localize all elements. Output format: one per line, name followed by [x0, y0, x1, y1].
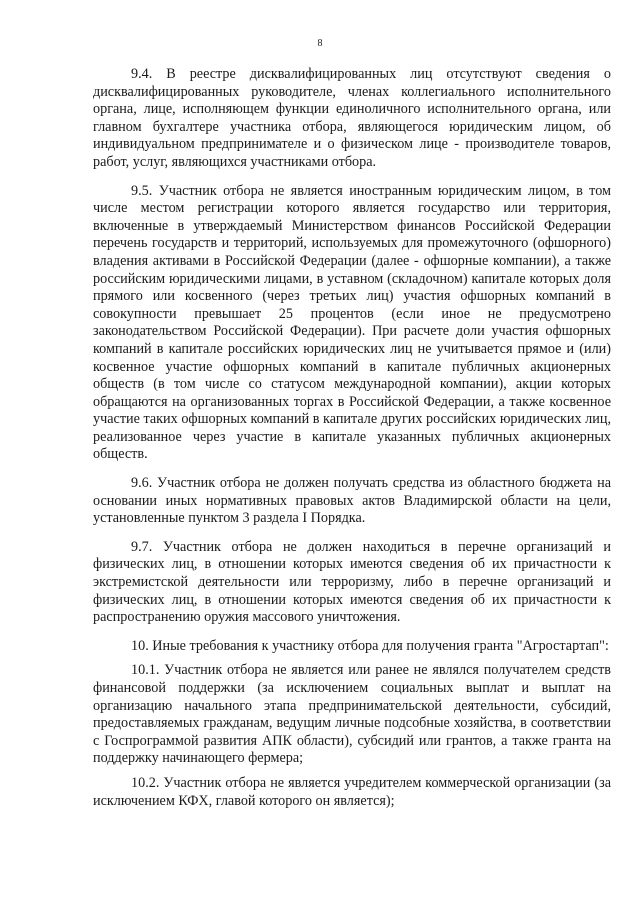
paragraph-10-2: 10.2. Участник отбора не является учредителем коммерческой организации (за исключением КФХ, главой которого он является); [93, 774, 611, 809]
paragraph-9-6: 9.6. Участник отбора не должен получать средства из областного бюджета на основании иных нормативных правовых актов Владимирской области на цели, установленные пунктом 3 раздела I Порядка. [93, 475, 611, 527]
document-body [93, 66, 611, 817]
paragraph-9-5: 9.5. Участник отбора не является иностранным юридическим лицом, в том числе местом регистрации которого является государство или территория, включенные в утверждаемый Министерством финансов Российской Федерации перечень государств и территорий, используемых для промежуточного (офшорного) владения активами в Российской Федерации (далее - офшорные компании), а также российским юридическими лицами, в уставном (складочном) капитале которых доля прямого или косвенного (через третьих лиц) участия офшорных компаний в совокупности превышает 25 процентов (если иное не предусмотрено законодательством Российской Федерации). При расчете доли участия офшорных компаний в капитале российских юридических лиц не учитывается прямое и (или) косвенное участие офшорных компаний в капитале публичных акционерных обществ (в том числе со статусом международной компании), акции которых обращаются на организованных торгах в Российской Федерации, а также косвенное участие таких офшорных компаний в капитале других российских юридических лиц, реализованное через участие в капитале указанных публичных акционерных обществ. [93, 182, 611, 463]
page-number: 8 [317, 38, 323, 49]
paragraph-9-4: 9.4. В реестре дисквалифицированных лиц отсутствуют сведения о дисквалифицированных руководителе, членах коллегиального исполнительного органа, лице, исполняющем функции единоличного исполнительного органа, или главном бухгалтере участника отбора, являющегося юридическим лицом, об индивидуальном предпринимателе и о физическом лице - производителе товаров, работ, услуг, являющихся участниками отбора. [93, 66, 611, 170]
paragraph-10-1: 10.1. Участник отбора не является или ранее не являлся получателем средств финансовой поддержки (за исключением социальных выплат и выплат на организацию начального этапа предпринимательской деятельности, субсидий, предоставляемых гражданам, ведущим личные подсобные хозяйства, в соответствии с Госпрограммой развития АПК области), субсидий или грантов, а также гранта на поддержку начинающего фермера; [93, 662, 611, 767]
paragraph-10: 10. Иные требования к участнику отбора для получения гранта "Агростартап": [131, 637, 609, 654]
paragraph-9-7: 9.7. Участник отбора не должен находиться в перечне организаций и физических лиц, в отношении которых имеются сведения об их причастности к экстремистской деятельности или терроризму, либо в перечне организаций и физических лиц, в отношении которых имеются сведения об их причастности к распространению оружия массового уничтожения. [93, 538, 611, 626]
